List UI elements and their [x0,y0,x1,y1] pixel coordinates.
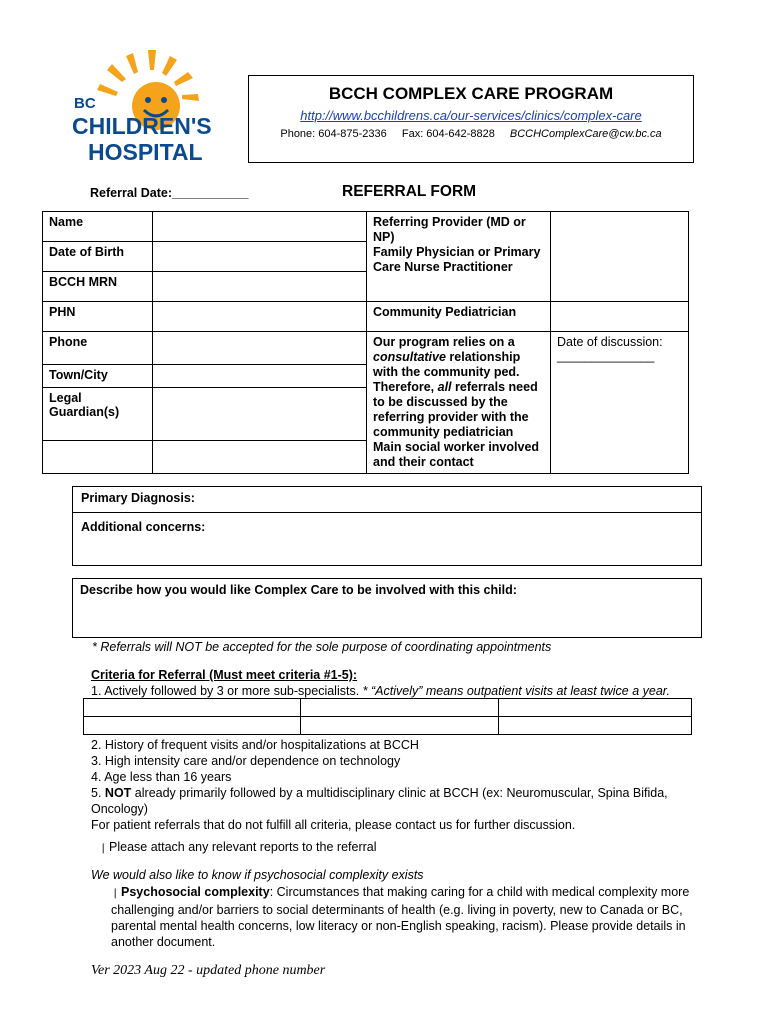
phone-label: Phone [43,332,153,365]
referring-provider-label: Referring Provider (MD or NP) Family Physician or Primary Care Nurse Practitioner [367,212,551,302]
email-text: BCCHComplexCare@cw.bc.ca [509,128,662,140]
logo-text-bc: BC [74,95,96,112]
referral-main-table [42,211,689,474]
version-footer: Ver 2023 Aug 22 - updated phone number [91,963,326,978]
criterion-5: 5. NOT already primarily followed by a multidisciplinary clinic at BCCH (ex: Neuromuscular, Spina Bifida, [91,786,668,800]
criterion-3: 3. High intensity care and/or dependence on technology [91,754,401,768]
specialist-cell[interactable] [84,699,301,717]
name-input[interactable] [153,212,367,242]
fax-text: Fax: 604-642-8828 [401,128,495,140]
mrn-label: BCCH MRN [43,272,153,302]
date-of-discussion-blank: ______________ [557,349,655,363]
criteria-heading: Criteria for Referral (Must meet criteria #1-5): [91,668,358,682]
phn-label: PHN [43,302,153,332]
psychosocial-complexity-item: ❘ Psychosocial complexity: Circumstances that making caring for a child with medical complexity more challenging and/or barriers to social determinants of health (e.g. living in poverty, new to Canada or BC, parental mental health concerns, low literacy or non-English speaking, racism). Please provide details in another document. [111,885,690,949]
criterion-4: 4. Age less than 16 years [91,770,232,784]
specialist-cell[interactable] [301,699,499,717]
checkbox-icon[interactable]: ❘ [99,843,108,854]
guardian-extra-input[interactable] [153,440,367,473]
date-of-discussion-cell[interactable] [551,332,689,474]
specialist-cell[interactable] [499,699,692,717]
criteria-contact-note: For patient referrals that do not fulfill all criteria, please contact us for further discussion. [91,818,576,832]
criterion-2: 2. History of frequent visits and/or hospitalizations at BCCH [91,738,419,752]
guardian-input[interactable] [153,388,367,441]
program-url-link[interactable]: http://www.bcchildrens.ca/our-services/clinics/complex-care [300,108,642,123]
logo-text-childrens: CHILDREN'S [72,113,212,139]
checkbox-icon[interactable]: ❘ [111,888,120,899]
criteria-list [91,737,668,833]
town-input[interactable] [153,365,367,388]
sub-specialists-table [83,698,692,735]
guardian-extra-label [43,440,153,473]
specialist-cell[interactable] [84,717,301,735]
involvement-description-label: Describe how you would like Complex Care to be involved with this child: [80,583,517,597]
primary-diagnosis-label: Primary Diagnosis: [81,491,195,505]
program-title: BCCH COMPLEX CARE PROGRAM [328,84,614,103]
bc-childrens-hospital-logo [70,48,240,166]
community-pediatrician-label: Community Pediatrician [367,302,551,332]
specialist-cell[interactable] [301,717,499,735]
form-title: REFERRAL FORM [342,183,477,200]
phone-text: Phone: 604-875-2336 [280,128,387,140]
criterion-1: 1. Actively followed by 3 or more sub-specialists. * “Actively” means outpatient visits at least twice a year. [91,684,670,698]
referral-note: * Referrals will NOT be accepted for the sole purpose of coordinating appointments [92,640,552,654]
guardian-label: Legal Guardian(s) [43,388,153,441]
psychosocial-intro: We would also like to know if psychosocial complexity exists [91,868,424,882]
phone-input[interactable] [153,332,367,365]
social-worker-label: Main social worker involved and their contact [373,440,540,469]
logo-text-hospital: HOSPITAL [88,139,203,165]
diagnosis-box[interactable] [72,486,702,566]
involvement-description-box[interactable] [72,578,702,638]
mrn-input[interactable] [153,272,367,302]
town-label: Town/City [43,365,153,388]
attach-reports-line: ❘ Please attach any relevant reports to the referral [99,840,377,854]
dob-input[interactable] [153,242,367,272]
community-pediatrician-input[interactable] [551,302,689,332]
referral-date-field[interactable]: Referral Date:___________ [90,186,249,200]
program-header-box [248,75,694,163]
additional-concerns-label: Additional concerns: [81,520,206,534]
date-of-discussion-label: Date of discussion: [557,335,663,349]
specialist-cell[interactable] [499,717,692,735]
diagnosis-divider [73,512,701,513]
referring-provider-input[interactable] [551,212,689,302]
phn-input[interactable] [153,302,367,332]
name-label: Name [43,212,153,242]
criterion-5-cont: Oncology) [91,802,148,816]
contact-line [249,128,693,140]
consultative-note: Our program relies on a consultative relationship with the community ped. Therefore, all referrals need to be discussed by the referring provider with the community pediatrician Main social worker involved and their contact [367,332,551,474]
dob-label: Date of Birth [43,242,153,272]
